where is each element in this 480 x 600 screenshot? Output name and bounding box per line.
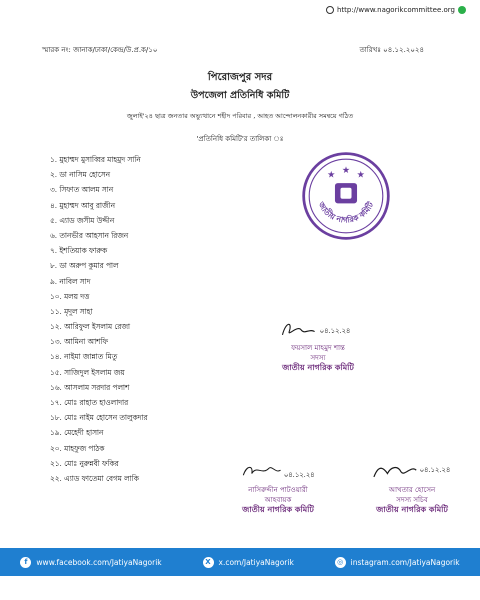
x-text: x.com/JatiyaNagorik — [218, 557, 294, 567]
signatory-name: ফয়সাল মাহমুদ শান্ত — [291, 344, 345, 352]
list-item: ২১. মোঃ নুরুন্নবী ফকির — [50, 458, 119, 468]
list-item: ৪. মুহাম্মদ আবু রাজীন — [50, 200, 115, 210]
list-item: ২০. মাহফুজ পাঠক — [50, 443, 105, 453]
facebook-text: www.facebook.com/JatiyaNagorik — [36, 557, 162, 567]
handwritten-signature-icon — [357, 460, 467, 482]
list-item: ২. ডা নাসিম হোসেন — [50, 170, 110, 180]
committee-subtitle: জুলাই'২৪ ছাত্র জনতার অভ্যুত্থানে শহীদ পরিবার , আহত আন্দোলনকারীর সমন্বয়ে গঠিত — [126, 112, 354, 120]
facebook-link[interactable] — [20, 557, 161, 568]
list-item: ৭. ইশতিয়াক ফারুক — [50, 246, 108, 256]
seal-text: জাতীয় নাগরিক কমিটি — [316, 200, 376, 225]
list-item: ১৯. মেহেদী হাসান — [50, 428, 104, 438]
signature-convener — [218, 460, 338, 515]
list-item: ৯. নাবিল সাদ — [50, 276, 91, 286]
signatory-org: জাতীয় নাগরিক কমিটি — [242, 505, 314, 514]
page-title: পিরোজপুর সদর — [207, 72, 273, 83]
logo-dot-icon — [458, 6, 466, 14]
signature-date: ০৪.১২.২৪ — [319, 327, 351, 336]
x-link[interactable] — [203, 557, 294, 568]
signatory-org: জাতীয় নাগরিক কমিটি — [376, 505, 448, 514]
signature-date: ০৪.১২.২৪ — [283, 470, 315, 479]
instagram-text: instagram.com/JatiyaNagorik — [350, 557, 460, 567]
list-item: ১. মুহাম্মদ মুসাব্বির মাহমুদ সানি — [50, 155, 141, 164]
list-item: ৫. এ্যাড জসীম উদ্দীন — [50, 215, 115, 225]
signature-date: ০৪.১২.২৪ — [419, 465, 451, 474]
handwritten-signature-icon — [223, 460, 333, 482]
signatory-name: নাসিরুদ্দীন পাটওয়ারী — [248, 486, 308, 494]
x-icon: X — [203, 557, 214, 568]
website-text: http://www.nagorikcommittee.org — [336, 6, 455, 14]
signature-member — [248, 318, 388, 373]
svg-text:★: ★ — [356, 169, 365, 181]
list-item: ১৮. মোঃ নাইম হোসেন তালুকদার — [50, 413, 148, 423]
globe-icon — [326, 6, 334, 14]
svg-text:★: ★ — [327, 169, 336, 181]
list-item: ১১. মৃদুল সাহা — [50, 306, 93, 316]
facebook-icon: f — [20, 557, 31, 568]
signatory-role: সদস্য সচিব — [396, 496, 428, 504]
member-list — [50, 152, 280, 486]
instagram-icon: ◎ — [335, 557, 346, 568]
website-link[interactable] — [326, 6, 466, 14]
list-item: ১২. আরিফুল ইসলাম রেজা — [50, 322, 130, 332]
list-item: ৮. ডা অরুপ কুমার পাল — [50, 261, 119, 271]
list-item: ১৭. মোঃ রাহাত হাওলাদার — [50, 398, 129, 407]
signatory-role: সদস্য — [310, 354, 326, 362]
list-item: ১৫. সাজিদুল ইসলাম জয় — [50, 367, 125, 377]
list-item: ৬. তানভীর আহসান রিজন — [50, 230, 129, 240]
list-item: ১৪. নাইমা জান্নাত মিতু — [50, 352, 118, 362]
signatory-role: আহবায়ক — [264, 496, 292, 504]
signatory-name: আখতার হোসেন — [388, 486, 436, 494]
list-item: ১৬. আসলাম সরদার পলাশ — [50, 382, 130, 392]
committee-title: উপজেলা প্রতিনিধি কমিটি — [190, 90, 290, 101]
official-seal-icon — [300, 150, 392, 242]
handwritten-signature-icon — [258, 318, 378, 340]
list-item: ৩. সিফাত আলম সান — [50, 185, 114, 195]
list-item: ১৩. আমিনা আশফি — [50, 337, 108, 347]
signature-secretary — [352, 460, 472, 515]
list-heading: 'প্রতিনিধি কমিটি'র তালিকা ঃ — [196, 135, 284, 143]
signatory-org: জাতীয় নাগরিক কমিটি — [282, 363, 354, 372]
letter-date: তারিখঃ ০৪.১২.২০২৪ — [359, 46, 424, 54]
letterhead-top — [0, 0, 480, 26]
svg-text:★: ★ — [341, 165, 351, 176]
footer-social-bar — [0, 548, 480, 576]
list-item: ১০. মলয় দত্ত — [50, 291, 90, 301]
memo-number: স্মারক নং: জানাক/ঢাকা/কেন্দ্র/উ.প্র.ক/১০ — [42, 46, 158, 54]
instagram-link[interactable] — [335, 557, 460, 568]
list-item: ২২. এ্যাড ফাতেমা বেগম লাকি — [50, 473, 139, 483]
